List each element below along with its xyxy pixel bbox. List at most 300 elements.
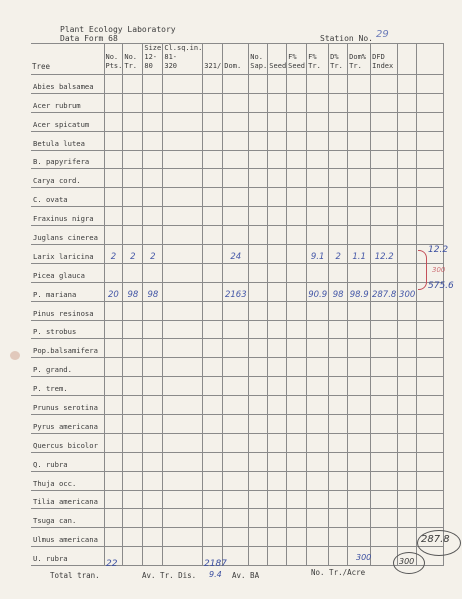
lab-title: Plant Ecology Laboratory bbox=[60, 25, 176, 34]
cell-domtr: 98.9 bbox=[348, 282, 371, 301]
cell-tr bbox=[123, 547, 143, 566]
cell-x1 bbox=[398, 207, 417, 226]
cell-s2 bbox=[163, 226, 203, 245]
cell-s1 bbox=[143, 112, 163, 131]
cell-pts bbox=[104, 75, 123, 94]
table-row bbox=[31, 301, 444, 320]
cell-pts bbox=[104, 528, 123, 547]
cell-s1 bbox=[143, 150, 163, 169]
margin-note-e: 300 bbox=[399, 557, 415, 566]
cell-s2 bbox=[163, 245, 203, 264]
cell-s1 bbox=[143, 490, 163, 509]
station-label: Station No. bbox=[320, 34, 373, 43]
cell-domtr bbox=[348, 207, 371, 226]
cell-dtr bbox=[329, 339, 348, 358]
cell-s3 bbox=[203, 339, 223, 358]
cell-tr bbox=[123, 452, 143, 471]
cell-sap bbox=[249, 509, 268, 528]
cell-seed bbox=[268, 226, 287, 245]
table-row bbox=[31, 245, 444, 264]
cell-pts bbox=[104, 509, 123, 528]
cell-fseed bbox=[287, 188, 307, 207]
cell-domtr bbox=[348, 415, 371, 434]
cell-dtr bbox=[329, 226, 348, 245]
cell-s1 bbox=[143, 433, 163, 452]
cell-tr bbox=[123, 169, 143, 188]
cell-x2 bbox=[417, 377, 444, 396]
cell-sap bbox=[249, 169, 268, 188]
cell-fseed bbox=[287, 509, 307, 528]
cell-pts bbox=[104, 471, 123, 490]
species-name: P. strobus bbox=[31, 320, 104, 339]
cell-s2 bbox=[163, 282, 203, 301]
column-header-sap bbox=[249, 44, 268, 75]
cell-s3 bbox=[203, 509, 223, 528]
cell-pts bbox=[104, 169, 123, 188]
cell-pts bbox=[104, 452, 123, 471]
column-header-line bbox=[418, 44, 443, 53]
column-header-line bbox=[399, 53, 416, 62]
cell-seed bbox=[268, 358, 287, 377]
cell-sap bbox=[249, 339, 268, 358]
cell-pts bbox=[104, 320, 123, 339]
cell-x1 bbox=[398, 415, 417, 434]
cell-seed bbox=[268, 433, 287, 452]
cell-fseed bbox=[287, 320, 307, 339]
cell-dfd bbox=[371, 93, 398, 112]
cell-dom: 24 bbox=[223, 245, 249, 264]
cell-domtr: 1.1 bbox=[348, 245, 371, 264]
cell-s1 bbox=[143, 93, 163, 112]
cell-s1 bbox=[143, 226, 163, 245]
cell-seed bbox=[268, 320, 287, 339]
cell-dfd bbox=[371, 150, 398, 169]
table-row bbox=[31, 93, 444, 112]
cell-tr bbox=[123, 188, 143, 207]
cell-tr bbox=[123, 358, 143, 377]
cell-x2 bbox=[417, 301, 444, 320]
cell-domtr bbox=[348, 150, 371, 169]
column-header-domtr bbox=[348, 44, 371, 75]
species-name: Prunus serotina bbox=[31, 396, 104, 415]
cell-s3 bbox=[203, 150, 223, 169]
cell-pts bbox=[104, 396, 123, 415]
cell-domtr bbox=[348, 358, 371, 377]
cell-tr bbox=[123, 433, 143, 452]
total-tran-value: 22 bbox=[106, 559, 118, 569]
cell-fseed bbox=[287, 207, 307, 226]
column-header-line: DFD bbox=[372, 53, 385, 61]
cell-fseed bbox=[287, 282, 307, 301]
column-header-line: 321/ bbox=[204, 62, 222, 70]
cell-s2 bbox=[163, 528, 203, 547]
species-name: Betula lutea bbox=[31, 131, 104, 150]
cell-s3 bbox=[203, 169, 223, 188]
cell-ftr bbox=[307, 528, 329, 547]
cell-tr bbox=[123, 226, 143, 245]
cell-ftr bbox=[307, 377, 329, 396]
species-name: Tilia americana bbox=[31, 490, 104, 509]
cell-dfd bbox=[371, 169, 398, 188]
cell-dtr bbox=[329, 263, 348, 282]
cell-seed bbox=[268, 490, 287, 509]
cell-x2 bbox=[417, 188, 444, 207]
cell-sap bbox=[249, 93, 268, 112]
cell-tr bbox=[123, 150, 143, 169]
cell-s2 bbox=[163, 263, 203, 282]
cell-seed bbox=[268, 131, 287, 150]
cell-dtr bbox=[329, 547, 348, 566]
cell-s2 bbox=[163, 75, 203, 94]
table-row bbox=[31, 490, 444, 509]
cell-pts bbox=[104, 339, 123, 358]
cell-s3 bbox=[203, 112, 223, 131]
table-row bbox=[31, 188, 444, 207]
cell-x1 bbox=[398, 358, 417, 377]
table-row bbox=[31, 112, 444, 131]
cell-dfd bbox=[371, 358, 398, 377]
column-header-line: Tr. bbox=[349, 62, 362, 70]
cell-tr bbox=[123, 509, 143, 528]
cell-s3 bbox=[203, 282, 223, 301]
cell-seed bbox=[268, 207, 287, 226]
cell-dom bbox=[223, 75, 249, 94]
cell-dfd bbox=[371, 528, 398, 547]
cell-tr bbox=[123, 75, 143, 94]
cell-s3 bbox=[203, 207, 223, 226]
cell-s2 bbox=[163, 301, 203, 320]
cell-x2 bbox=[417, 320, 444, 339]
column-header-line: D% bbox=[330, 53, 339, 61]
column-header-x2 bbox=[417, 44, 444, 75]
cell-sap bbox=[249, 150, 268, 169]
table-row bbox=[31, 528, 444, 547]
cell-dom bbox=[223, 150, 249, 169]
table-row bbox=[31, 150, 444, 169]
cell-x1 bbox=[398, 339, 417, 358]
column-header-line bbox=[269, 44, 286, 53]
cell-ftr: 90.9 bbox=[307, 282, 329, 301]
cell-dtr bbox=[329, 471, 348, 490]
cell-dom bbox=[223, 320, 249, 339]
cell-ftr bbox=[307, 207, 329, 226]
cell-pts bbox=[104, 415, 123, 434]
column-header-line bbox=[330, 44, 347, 53]
cell-sap bbox=[249, 452, 268, 471]
cell-tr bbox=[123, 263, 143, 282]
cell-ftr bbox=[307, 112, 329, 131]
cell-dtr: 2 bbox=[329, 245, 348, 264]
table-row bbox=[31, 415, 444, 434]
cell-dom bbox=[223, 509, 249, 528]
cell-tr bbox=[123, 377, 143, 396]
av-ba-label: Av. BA bbox=[232, 571, 260, 580]
cell-ftr bbox=[307, 509, 329, 528]
cell-dtr bbox=[329, 433, 348, 452]
species-name: Juglans cinerea bbox=[31, 226, 104, 245]
cell-x1 bbox=[398, 528, 417, 547]
ink-smudge bbox=[10, 351, 20, 360]
cell-sap bbox=[249, 377, 268, 396]
cell-x2 bbox=[417, 452, 444, 471]
column-header-line: F% bbox=[308, 53, 317, 61]
cell-dom bbox=[223, 301, 249, 320]
cell-dom bbox=[223, 396, 249, 415]
cell-s2 bbox=[163, 358, 203, 377]
cell-domtr bbox=[348, 339, 371, 358]
cell-fseed bbox=[287, 528, 307, 547]
column-header-line: F% bbox=[288, 53, 297, 61]
cell-seed bbox=[268, 471, 287, 490]
cell-s2 bbox=[163, 415, 203, 434]
cell-ftr bbox=[307, 490, 329, 509]
cell-x2 bbox=[417, 396, 444, 415]
cell-x2 bbox=[417, 433, 444, 452]
species-name: P. grand. bbox=[31, 358, 104, 377]
cell-seed bbox=[268, 245, 287, 264]
table-row bbox=[31, 131, 444, 150]
cell-s2 bbox=[163, 112, 203, 131]
cell-dtr bbox=[329, 509, 348, 528]
cell-pts bbox=[104, 301, 123, 320]
cell-dom bbox=[223, 528, 249, 547]
cell-dfd bbox=[371, 471, 398, 490]
column-header-line: Tree bbox=[32, 62, 51, 71]
cell-x1 bbox=[398, 509, 417, 528]
column-header-s1 bbox=[143, 44, 163, 75]
species-name: P. trem. bbox=[31, 377, 104, 396]
table-row bbox=[31, 207, 444, 226]
cell-s1 bbox=[143, 75, 163, 94]
column-header-fseed bbox=[287, 44, 307, 75]
cell-tr bbox=[123, 415, 143, 434]
species-name: Pyrus americana bbox=[31, 415, 104, 434]
cell-sap bbox=[249, 433, 268, 452]
cell-pts bbox=[104, 207, 123, 226]
cell-s2 bbox=[163, 509, 203, 528]
cell-tr bbox=[123, 396, 143, 415]
column-header-line: 81- bbox=[164, 53, 178, 61]
cell-x2 bbox=[417, 226, 444, 245]
cell-fseed bbox=[287, 75, 307, 94]
cell-dfd bbox=[371, 339, 398, 358]
species-name: Abies balsamea bbox=[31, 75, 104, 94]
cell-fseed bbox=[287, 377, 307, 396]
table-row bbox=[31, 263, 444, 282]
cell-dfd bbox=[371, 301, 398, 320]
cell-s3 bbox=[203, 528, 223, 547]
cell-s1 bbox=[143, 339, 163, 358]
cell-dtr bbox=[329, 169, 348, 188]
table-row bbox=[31, 226, 444, 245]
cell-ftr bbox=[307, 547, 329, 566]
station-value: 29 bbox=[376, 29, 389, 40]
cell-ftr bbox=[307, 452, 329, 471]
column-header-s3 bbox=[203, 44, 223, 75]
cell-s3 bbox=[203, 377, 223, 396]
cell-ftr bbox=[307, 131, 329, 150]
cell-fseed bbox=[287, 339, 307, 358]
cell-x2 bbox=[417, 490, 444, 509]
cell-fseed bbox=[287, 112, 307, 131]
cell-domtr bbox=[348, 188, 371, 207]
cell-x1 bbox=[398, 245, 417, 264]
cell-tr bbox=[123, 207, 143, 226]
column-header-line: No. bbox=[250, 53, 263, 61]
cell-s2 bbox=[163, 150, 203, 169]
cell-pts bbox=[104, 433, 123, 452]
cell-dfd bbox=[371, 396, 398, 415]
species-name: Thuja occ. bbox=[31, 471, 104, 490]
cell-dtr bbox=[329, 188, 348, 207]
column-header-line: Dom. bbox=[224, 62, 242, 70]
cell-s1: 2 bbox=[143, 245, 163, 264]
species-name: Fraxinus nigra bbox=[31, 207, 104, 226]
cell-s2 bbox=[163, 207, 203, 226]
column-header-line bbox=[349, 44, 370, 53]
species-name: Tsuga can. bbox=[31, 509, 104, 528]
cell-dom bbox=[223, 93, 249, 112]
cell-seed bbox=[268, 301, 287, 320]
cell-domtr bbox=[348, 452, 371, 471]
column-header-dtr bbox=[329, 44, 348, 75]
cell-tr: 2 bbox=[123, 245, 143, 264]
cell-x1 bbox=[398, 452, 417, 471]
column-header-line bbox=[106, 44, 123, 53]
cell-sap bbox=[249, 301, 268, 320]
cell-dtr bbox=[329, 415, 348, 434]
cell-s1 bbox=[143, 377, 163, 396]
species-name: Pinus resinosa bbox=[31, 301, 104, 320]
cell-s2 bbox=[163, 433, 203, 452]
species-name: Carya cord. bbox=[31, 169, 104, 188]
cell-dtr bbox=[329, 131, 348, 150]
cell-dom bbox=[223, 415, 249, 434]
cell-dtr: 98 bbox=[329, 282, 348, 301]
cell-dom bbox=[223, 433, 249, 452]
column-header-line bbox=[204, 53, 222, 62]
cell-fseed bbox=[287, 452, 307, 471]
column-header-line: Seed bbox=[269, 62, 287, 70]
column-header-line bbox=[288, 44, 306, 53]
cell-dom bbox=[223, 263, 249, 282]
species-table bbox=[31, 43, 444, 566]
column-header-line: Dom% bbox=[349, 53, 367, 61]
cell-sap bbox=[249, 320, 268, 339]
species-name: Ulmus americana bbox=[31, 528, 104, 547]
cell-pts: 2 bbox=[104, 245, 123, 264]
cell-s3 bbox=[203, 75, 223, 94]
cell-s3 bbox=[203, 471, 223, 490]
cell-fseed bbox=[287, 301, 307, 320]
cell-ftr bbox=[307, 415, 329, 434]
column-header-line bbox=[372, 44, 397, 53]
av-tr-dis-value2: 9.4 bbox=[209, 570, 222, 579]
cell-ftr: 9.1 bbox=[307, 245, 329, 264]
cell-s3 bbox=[203, 452, 223, 471]
cell-domtr bbox=[348, 396, 371, 415]
cell-dtr bbox=[329, 396, 348, 415]
no-tr-acre-value: 300 bbox=[356, 553, 372, 562]
av-tr-dis-value: 2187 bbox=[204, 559, 227, 569]
column-header-line: Sap. bbox=[250, 62, 268, 70]
cell-s3 bbox=[203, 263, 223, 282]
cell-domtr bbox=[348, 471, 371, 490]
species-name: Acer spicatum bbox=[31, 112, 104, 131]
cell-dtr bbox=[329, 150, 348, 169]
cell-seed bbox=[268, 377, 287, 396]
cell-s1 bbox=[143, 131, 163, 150]
cell-s1 bbox=[143, 509, 163, 528]
cell-sap bbox=[249, 528, 268, 547]
column-header-ftr bbox=[307, 44, 329, 75]
cell-x2 bbox=[417, 169, 444, 188]
column-header-line bbox=[32, 45, 104, 54]
cell-domtr bbox=[348, 93, 371, 112]
species-name: Larix laricina bbox=[31, 245, 104, 264]
cell-seed bbox=[268, 188, 287, 207]
cell-fseed bbox=[287, 263, 307, 282]
cell-seed bbox=[268, 339, 287, 358]
cell-dtr bbox=[329, 75, 348, 94]
cell-domtr bbox=[348, 509, 371, 528]
cell-x1 bbox=[398, 471, 417, 490]
cell-fseed bbox=[287, 433, 307, 452]
column-header-line: Cl.sq.in. bbox=[164, 44, 203, 52]
cell-dfd bbox=[371, 452, 398, 471]
cell-ftr bbox=[307, 320, 329, 339]
cell-s1 bbox=[143, 452, 163, 471]
cell-dom bbox=[223, 188, 249, 207]
cell-pts bbox=[104, 93, 123, 112]
cell-domtr bbox=[348, 528, 371, 547]
cell-dfd: 287.8 bbox=[371, 282, 398, 301]
cell-seed bbox=[268, 93, 287, 112]
cell-dom bbox=[223, 112, 249, 131]
cell-sap bbox=[249, 471, 268, 490]
cell-fseed bbox=[287, 490, 307, 509]
cell-x1 bbox=[398, 226, 417, 245]
table-row bbox=[31, 547, 444, 566]
species-name: B. papyrifera bbox=[31, 150, 104, 169]
cell-sap bbox=[249, 490, 268, 509]
cell-sap bbox=[249, 75, 268, 94]
species-name: Q. rubra bbox=[31, 452, 104, 471]
cell-s2 bbox=[163, 490, 203, 509]
cell-pts bbox=[104, 358, 123, 377]
cell-s1 bbox=[143, 358, 163, 377]
cell-x2 bbox=[417, 150, 444, 169]
total-tran-label: Total tran. bbox=[50, 571, 100, 580]
cell-dfd bbox=[371, 207, 398, 226]
column-header-line: Pts. bbox=[105, 62, 123, 70]
cell-s1 bbox=[143, 301, 163, 320]
cell-dfd bbox=[371, 320, 398, 339]
cell-x1 bbox=[398, 301, 417, 320]
cell-domtr bbox=[348, 169, 371, 188]
cell-ftr bbox=[307, 150, 329, 169]
cell-domtr bbox=[348, 226, 371, 245]
cell-domtr bbox=[348, 131, 371, 150]
cell-fseed bbox=[287, 547, 307, 566]
cell-ftr bbox=[307, 226, 329, 245]
cell-x1 bbox=[398, 433, 417, 452]
cell-ftr bbox=[307, 301, 329, 320]
species-name: P. mariana bbox=[31, 282, 104, 301]
table-row bbox=[31, 396, 444, 415]
column-header-line bbox=[399, 62, 416, 71]
header-row bbox=[31, 44, 444, 75]
